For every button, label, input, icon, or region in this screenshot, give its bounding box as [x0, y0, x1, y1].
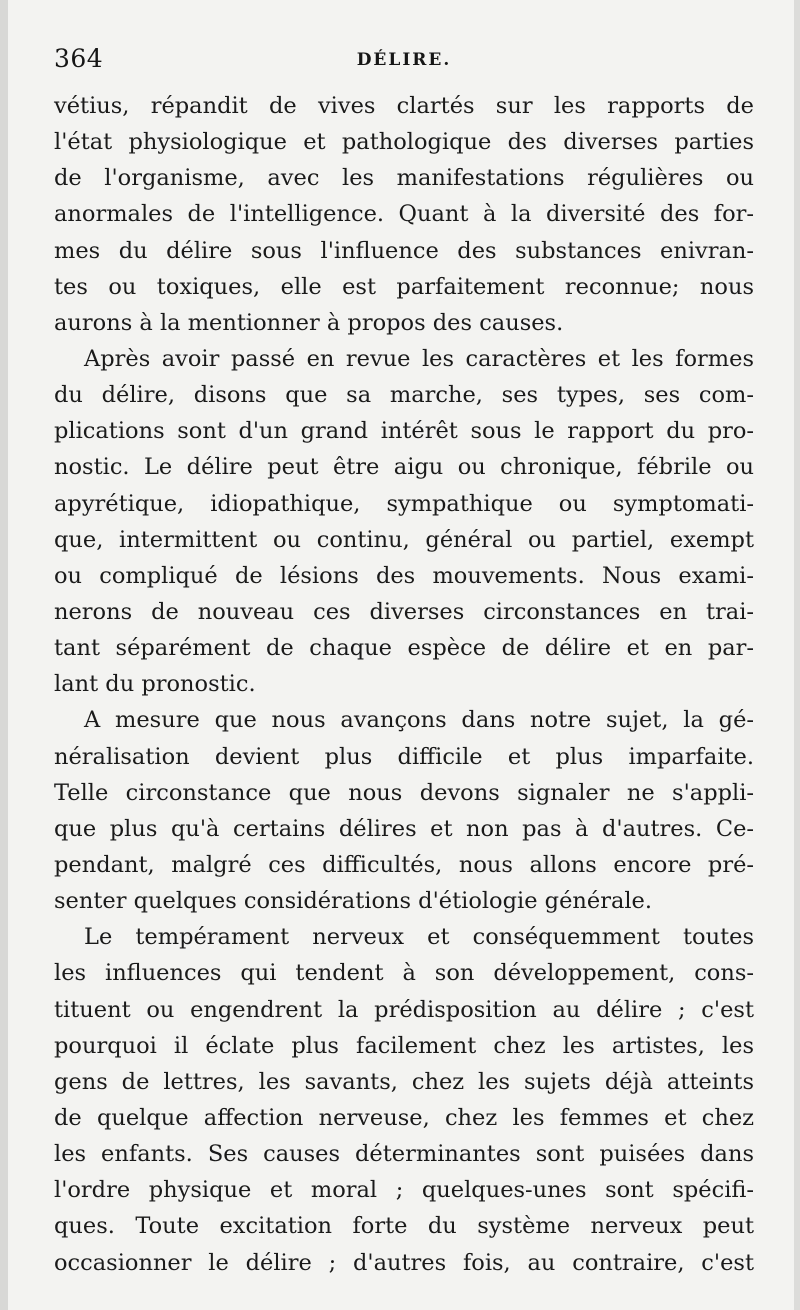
text-line: de l'organisme, avec les manifestations régulières ou: [54, 165, 754, 192]
text-line: Telle circonstance que nous devons signaler ne s'appli-: [54, 779, 754, 806]
text-line: nerons de nouveau ces diverses circonstances en trai-: [54, 598, 754, 625]
text-line: de quelque affection nerveuse, chez les femmes et chez: [54, 1104, 754, 1131]
body-text: [54, 88, 754, 1281]
text-line: Le tempérament nerveux et conséquemment toutes: [84, 924, 754, 951]
text-line: que, intermittent ou continu, général ou partiel, exempt: [54, 526, 754, 553]
text-line: plications sont d'un grand intérêt sous le rapport du pro-: [54, 418, 754, 445]
text-line: pourquoi il éclate plus facilement chez les artistes, les: [54, 1032, 754, 1059]
text-line: vétius, répandit de vives clartés sur les rapports de: [54, 93, 754, 119]
text-line: aurons à la mentionner à propos des causes.: [54, 309, 564, 336]
text-line: les influences qui tendent à son développement, cons-: [54, 960, 754, 987]
text-line: occasionner le délire ; d'autres fois, au contraire, c'est: [54, 1249, 754, 1276]
text-line: nostic. Le délire peut être aigu ou chronique, fébrile ou: [54, 454, 754, 481]
text-line: pendant, malgré ces difficultés, nous allons encore pré-: [54, 851, 754, 878]
text-line: néralisation devient plus difficile et plus imparfaite.: [54, 743, 754, 770]
text-line: mes du délire sous l'influence des substances enivran-: [54, 237, 754, 264]
running-head: [54, 40, 754, 80]
text-line: senter quelques considérations d'étiologie générale.: [54, 888, 653, 915]
text-line: ou compliqué de lésions des mouvements. Nous exami-: [54, 562, 754, 589]
text-line: que plus qu'à certains délires et non pas à d'autres. Ce-: [54, 815, 754, 842]
text-line: apyrétique, idiopathique, sympathique ou symptomati-: [54, 490, 754, 517]
text-line: du délire, disons que sa marche, ses types, ses com-: [54, 382, 754, 409]
text-line: tes ou toxiques, elle est parfaitement reconnue; nous: [54, 273, 754, 300]
text-line: Après avoir passé en revue les caractères et les formes: [84, 345, 754, 372]
text-line: les enfants. Ses causes déterminantes sont puisées dans: [54, 1141, 754, 1168]
text-line: anormales de l'intelligence. Quant à la diversité des for-: [54, 201, 754, 228]
text-line: lant du pronostic.: [54, 671, 256, 698]
text-line: l'état physiologique et pathologique des diverses parties: [54, 129, 754, 156]
text-line: ques. Toute excitation forte du système nerveux peut: [54, 1213, 754, 1240]
running-title: DÉLIRE.: [356, 50, 452, 70]
text-line: tant séparément de chaque espèce de délire et en par-: [54, 635, 754, 662]
text-line: l'ordre physique et moral ; quelques-unes sont spécifi-: [54, 1177, 754, 1204]
page-number: 364: [54, 44, 104, 73]
text-line: A mesure que nous avançons dans notre sujet, la gé-: [84, 707, 754, 734]
text-line: gens de lettres, les savants, chez les sujets déjà atteints: [54, 1068, 754, 1095]
text-line: tituent ou engendrent la prédisposition au délire ; c'est: [54, 996, 754, 1023]
